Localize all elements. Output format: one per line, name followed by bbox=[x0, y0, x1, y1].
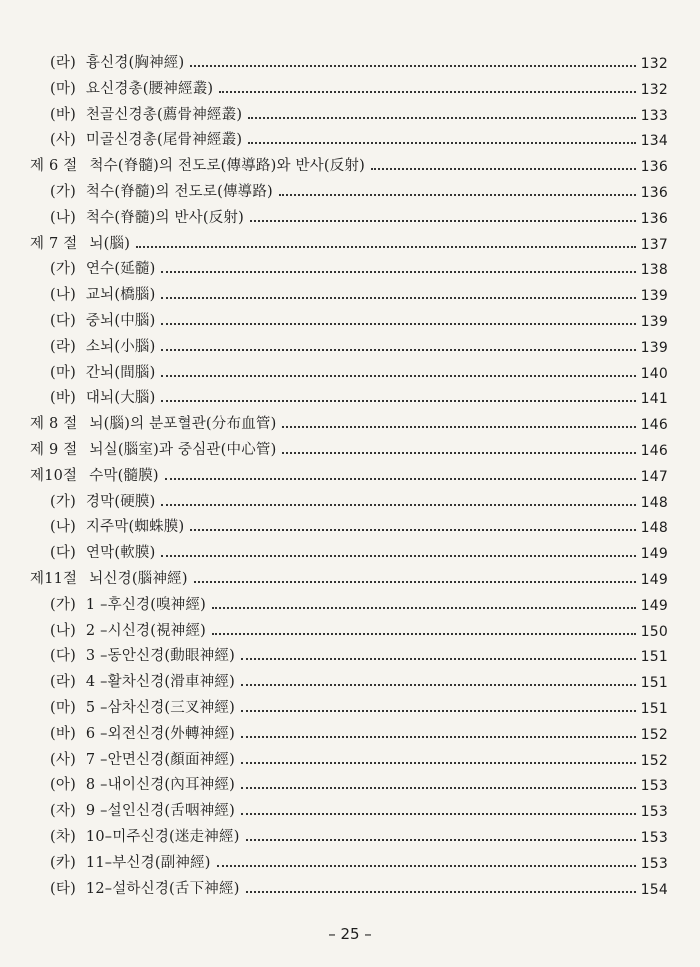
toc-page-number: 134 bbox=[640, 133, 668, 150]
toc-subsection-entry bbox=[50, 794, 668, 820]
toc-subsection-entry bbox=[50, 872, 668, 898]
toc-entry-label bbox=[50, 773, 235, 794]
toc-page-number: 139 bbox=[640, 288, 668, 305]
toc-entry-title: 중뇌(中腦) bbox=[85, 313, 156, 329]
section-number: 제 9 절 bbox=[30, 442, 78, 458]
toc-entry-label bbox=[50, 51, 184, 72]
dot-leader bbox=[241, 710, 636, 712]
dot-leader bbox=[161, 555, 636, 557]
toc-entry-title: 천골신경총(薦骨神經叢) bbox=[85, 106, 243, 123]
toc-entry-label bbox=[50, 644, 235, 665]
dot-leader bbox=[212, 607, 636, 609]
toc-page-number: 152 bbox=[640, 752, 668, 769]
toc-entry-title: 12–설하신경(舌下神經) bbox=[85, 880, 240, 897]
toc-section-entry bbox=[30, 562, 668, 588]
toc-subsection-entry bbox=[50, 98, 668, 124]
toc-entry-label bbox=[50, 77, 213, 98]
dot-leader bbox=[161, 504, 636, 506]
toc-page-number: 137 bbox=[640, 236, 668, 253]
toc-subsection-entry bbox=[50, 330, 668, 356]
toc-entry-title: 3 –동안신경(動眼神經) bbox=[85, 648, 235, 665]
subsection-marker: (카) bbox=[50, 854, 76, 871]
toc-page-number: 139 bbox=[640, 339, 668, 356]
subsection-marker: (차) bbox=[50, 829, 76, 845]
toc-page-number: 152 bbox=[640, 726, 668, 743]
dot-leader bbox=[190, 529, 636, 531]
subsection-marker: (마) bbox=[50, 364, 76, 381]
toc-entry-title: 대뇌(大腦) bbox=[85, 390, 156, 407]
dot-leader bbox=[219, 91, 636, 93]
toc-subsection-entry bbox=[50, 743, 668, 769]
toc-entry-label bbox=[50, 335, 155, 356]
dot-leader bbox=[371, 168, 636, 170]
dot-leader bbox=[241, 762, 636, 764]
dot-leader bbox=[282, 426, 636, 428]
toc-entry-label bbox=[50, 386, 155, 407]
toc-entry-label bbox=[50, 851, 211, 872]
toc-subsection-entry bbox=[50, 768, 668, 794]
toc-entry-title: 수막(髓膜) bbox=[89, 467, 159, 484]
toc-entry-label bbox=[30, 154, 365, 175]
toc-page-number: 153 bbox=[640, 804, 668, 821]
toc-entry-title: 5 –삼차신경(三叉神經) bbox=[85, 700, 235, 716]
dot-leader bbox=[161, 400, 636, 402]
toc-subsection-entry bbox=[50, 304, 668, 330]
toc-page-number: 148 bbox=[640, 520, 668, 537]
toc-subsection-entry bbox=[50, 846, 668, 872]
dot-leader bbox=[241, 813, 636, 815]
toc-entry-title: 교뇌(橋腦) bbox=[85, 287, 156, 304]
toc-page-number: 153 bbox=[640, 830, 668, 846]
toc-page-number: 147 bbox=[640, 468, 668, 485]
toc-page-number: 153 bbox=[640, 778, 668, 795]
toc-section-entry bbox=[30, 407, 668, 433]
toc-page-number: 151 bbox=[640, 649, 668, 666]
toc-page-number: 136 bbox=[640, 210, 668, 227]
toc-page-number: 149 bbox=[640, 597, 668, 614]
toc-section-entry bbox=[30, 149, 668, 175]
subsection-marker: (가) bbox=[50, 493, 76, 510]
subsection-marker: (마) bbox=[50, 700, 76, 716]
toc-subsection-entry bbox=[50, 588, 668, 614]
dot-leader bbox=[241, 787, 636, 789]
toc-entry-title: 미골신경총(尾骨神經叢) bbox=[85, 132, 243, 149]
toc-entry-label bbox=[50, 490, 155, 511]
subsection-marker: (라) bbox=[50, 674, 76, 691]
toc-page-number: 154 bbox=[640, 881, 668, 898]
section-number: 제10절 bbox=[30, 467, 78, 484]
toc-subsection-entry bbox=[50, 536, 668, 562]
toc-subsection-entry bbox=[50, 72, 668, 98]
toc-entry-title: 2 –시신경(視神經) bbox=[85, 622, 207, 639]
dot-leader bbox=[248, 117, 636, 119]
toc-entry-label bbox=[30, 438, 276, 459]
toc-page-number: 146 bbox=[640, 417, 668, 434]
toc-entry-label bbox=[50, 619, 206, 640]
toc-subsection-entry bbox=[50, 820, 668, 846]
toc-section-entry bbox=[30, 227, 668, 253]
dot-leader bbox=[279, 194, 636, 196]
toc-subsection-entry bbox=[50, 175, 668, 201]
dot-leader bbox=[161, 375, 636, 377]
subsection-marker: (가) bbox=[50, 596, 76, 613]
toc-subsection-entry bbox=[50, 639, 668, 665]
dot-leader bbox=[282, 452, 636, 454]
section-number: 제 7 절 bbox=[30, 235, 78, 252]
toc-entry-title: 뇌(腦) bbox=[89, 235, 131, 252]
toc-page-number: 151 bbox=[640, 701, 668, 717]
toc-page-number: 150 bbox=[640, 623, 668, 640]
subsection-marker: (사) bbox=[50, 132, 76, 149]
toc-subsection-entry bbox=[50, 691, 668, 717]
toc-entry-title: 간뇌(間腦) bbox=[85, 364, 156, 381]
subsection-marker: (다) bbox=[50, 648, 76, 665]
toc-entry-label bbox=[30, 412, 276, 433]
dot-leader bbox=[161, 349, 636, 351]
page-number: – 25 – bbox=[328, 925, 372, 943]
dot-leader bbox=[136, 246, 636, 248]
toc-entry-title: 뇌신경(腦神經) bbox=[89, 571, 188, 587]
subsection-marker: (라) bbox=[50, 338, 76, 355]
toc-entry-title: 지주막(蜘蛛膜) bbox=[85, 519, 185, 536]
toc-entry-title: 척수(脊髓)의 전도로(傳導路) bbox=[85, 184, 273, 200]
toc-page-number: 148 bbox=[640, 494, 668, 511]
toc-subsection-entry bbox=[50, 252, 668, 278]
toc-entry-title: 연수(延髓) bbox=[85, 261, 156, 278]
toc-entry-label bbox=[50, 361, 155, 382]
subsection-marker: (아) bbox=[50, 777, 76, 794]
dot-leader bbox=[246, 839, 636, 841]
toc-page-number: 151 bbox=[640, 675, 668, 692]
toc-entry-title: 흉신경(胸神經) bbox=[85, 55, 185, 71]
subsection-marker: (다) bbox=[50, 313, 76, 329]
toc-entry-label bbox=[50, 128, 242, 149]
toc-entry-title: 11–부신경(副神經) bbox=[85, 854, 211, 871]
toc-entry-label bbox=[50, 206, 244, 227]
toc-entry-title: 연막(軟膜) bbox=[85, 545, 156, 562]
toc-entry-label bbox=[30, 464, 159, 485]
toc-subsection-entry bbox=[50, 510, 668, 536]
subsection-marker: (사) bbox=[50, 751, 76, 768]
toc-entry-label bbox=[50, 696, 235, 717]
dot-leader bbox=[161, 297, 636, 299]
dot-leader bbox=[212, 633, 636, 635]
toc-subsection-entry bbox=[50, 665, 668, 691]
subsection-marker: (다) bbox=[50, 545, 76, 562]
toc-entry-label bbox=[50, 515, 184, 536]
toc-entry-title: 8 –내이신경(內耳神經) bbox=[85, 777, 235, 794]
subsection-marker: (나) bbox=[50, 519, 76, 536]
toc-entry-title: 9 –설인신경(舌咽神經) bbox=[85, 803, 235, 820]
toc-page-number: 141 bbox=[640, 391, 668, 408]
subsection-marker: (나) bbox=[50, 287, 76, 304]
subsection-marker: (마) bbox=[50, 80, 76, 97]
toc-entry-label bbox=[50, 748, 235, 769]
toc-entry-title: 뇌실(腦室)과 중심관(中心管) bbox=[89, 442, 277, 458]
toc-entry-title: 경막(硬膜) bbox=[85, 493, 156, 510]
toc-subsection-entry bbox=[50, 485, 668, 511]
toc-page-number: 132 bbox=[640, 56, 668, 72]
subsection-marker: (자) bbox=[50, 803, 76, 820]
dot-leader bbox=[165, 478, 636, 480]
subsection-marker: (바) bbox=[50, 390, 76, 407]
toc-subsection-entry bbox=[50, 278, 668, 304]
subsection-marker: (바) bbox=[50, 725, 76, 742]
toc-entry-label bbox=[50, 103, 242, 124]
toc-entry-label bbox=[50, 670, 235, 691]
toc-entry-title: 6 –외전신경(外轉神經) bbox=[85, 725, 235, 742]
dot-leader bbox=[241, 684, 636, 686]
section-number: 제 6 절 bbox=[30, 158, 78, 175]
dot-leader bbox=[241, 658, 636, 660]
toc-entry-title: 10–미주신경(迷走神經) bbox=[85, 829, 240, 845]
toc-subsection-entry bbox=[50, 717, 668, 743]
toc-entry-label bbox=[50, 799, 235, 820]
dot-leader bbox=[241, 736, 636, 738]
toc-subsection-entry bbox=[50, 201, 668, 227]
toc-entry-label bbox=[30, 567, 188, 588]
toc-page-number: 139 bbox=[640, 314, 668, 330]
subsection-marker: (나) bbox=[50, 622, 76, 639]
toc-entry-label bbox=[30, 232, 130, 253]
subsection-marker: (바) bbox=[50, 106, 76, 123]
dot-leader bbox=[248, 142, 636, 144]
toc-page-number: 153 bbox=[640, 855, 668, 872]
section-number: 제 8 절 bbox=[30, 416, 78, 433]
subsection-marker: (나) bbox=[50, 209, 76, 226]
section-number: 제11절 bbox=[30, 571, 78, 587]
toc-section-entry bbox=[30, 433, 668, 459]
toc-page-number: 133 bbox=[640, 107, 668, 124]
toc-entry-title: 뇌(腦)의 분포혈관(分布血管) bbox=[89, 416, 277, 433]
toc-subsection-entry bbox=[50, 381, 668, 407]
toc-entry-label bbox=[50, 283, 155, 304]
toc-page-number: 149 bbox=[640, 546, 668, 563]
toc-page-number: 146 bbox=[640, 443, 668, 459]
subsection-marker: (가) bbox=[50, 184, 76, 200]
toc-subsection-entry bbox=[50, 356, 668, 382]
toc-page-number: 132 bbox=[640, 81, 668, 98]
toc-page-number: 138 bbox=[640, 262, 668, 279]
subsection-marker: (가) bbox=[50, 261, 76, 278]
toc-entry-label bbox=[50, 541, 155, 562]
toc-entry-label bbox=[50, 257, 155, 278]
subsection-marker: (라) bbox=[50, 55, 76, 71]
toc-entry-title: 7 –안면신경(顏面神經) bbox=[85, 751, 235, 768]
toc-page-number: 149 bbox=[640, 572, 668, 588]
toc-entry-label bbox=[50, 877, 240, 898]
toc-entry-title: 4 –활차신경(滑車神經) bbox=[85, 674, 235, 691]
dot-leader bbox=[217, 865, 636, 867]
subsection-marker: (타) bbox=[50, 880, 76, 897]
toc-subsection-entry bbox=[50, 614, 668, 640]
toc-subsection-entry bbox=[50, 123, 668, 149]
toc-section-entry bbox=[30, 459, 668, 485]
toc-entry-title: 척수(脊髓)의 전도로(傳導路)와 반사(反射) bbox=[89, 158, 365, 175]
toc-subsection-entry bbox=[50, 46, 668, 72]
toc-page-number: 136 bbox=[640, 159, 668, 176]
toc-entry-title: 척수(脊髓)의 반사(反射) bbox=[85, 209, 244, 226]
dot-leader bbox=[246, 891, 636, 893]
toc-page-number: 140 bbox=[640, 365, 668, 382]
dot-leader bbox=[194, 581, 636, 583]
toc-entry-label bbox=[50, 593, 206, 614]
dot-leader bbox=[161, 323, 636, 325]
toc-entry-label bbox=[50, 309, 155, 330]
toc-entry-title: 소뇌(小腦) bbox=[85, 338, 156, 355]
toc-page-number: 136 bbox=[640, 185, 668, 201]
toc-entry-label bbox=[50, 825, 240, 846]
toc-entry-label bbox=[50, 722, 235, 743]
dot-leader bbox=[250, 220, 636, 222]
toc-entry-label bbox=[50, 180, 273, 201]
dot-leader bbox=[190, 65, 636, 67]
toc-entry-title: 요신경총(腰神經叢) bbox=[85, 80, 214, 97]
dot-leader bbox=[161, 271, 636, 273]
toc-entry-title: 1 –후신경(嗅神經) bbox=[85, 596, 207, 613]
